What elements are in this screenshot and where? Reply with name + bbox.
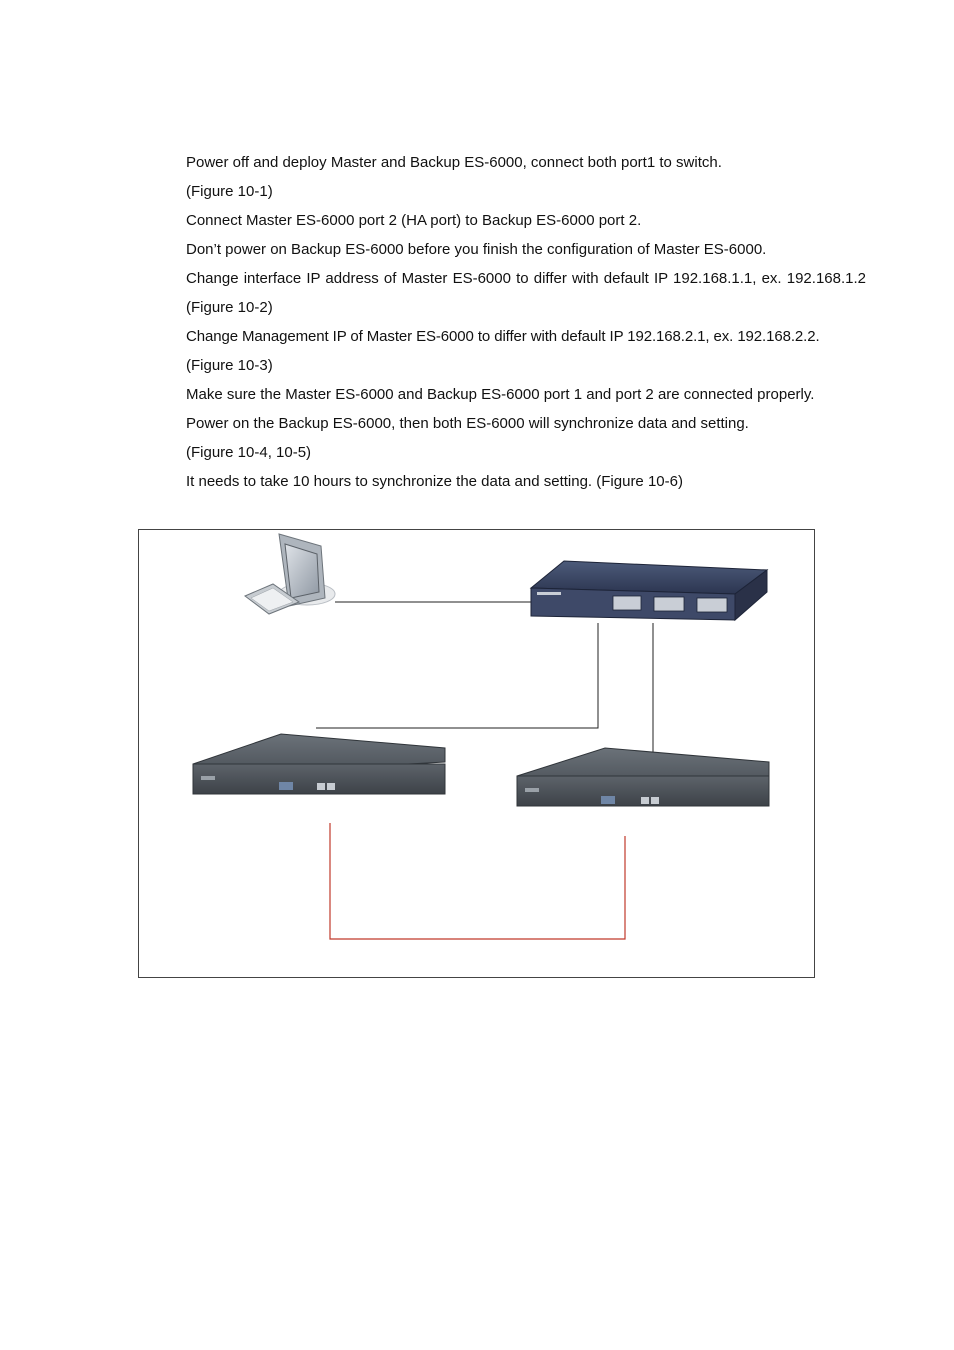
instruction-step: Make sure the Master ES-6000 and Backup ES-6000 port 1 and port 2 are connected properly. <box>186 386 815 403</box>
instruction-step: It needs to take 10 hours to synchronize the data and setting. (Figure 10-6) <box>186 473 683 490</box>
instruction-step: (Figure 10-3) <box>186 357 273 374</box>
instruction-step: Change interface IP address of Master ES-6000 to differ with default IP 192.168.1.1, ex. 192.168.1.2 (Figure 10-2) <box>186 270 866 316</box>
master-es6000-device <box>193 734 445 794</box>
network-diagram <box>138 529 815 978</box>
instruction-step: Connect Master ES-6000 port 2 (HA port) to Backup ES-6000 port 2. <box>186 212 642 229</box>
backup-es6000-device <box>517 748 769 806</box>
instruction-step: Power off and deploy Master and Backup ES-6000, connect both port1 to switch. <box>186 154 722 171</box>
ha-port-link <box>330 823 625 939</box>
master-to-switch-link <box>316 623 598 728</box>
instruction-step: Power on the Backup ES-6000, then both ES-6000 will synchronize data and setting. <box>186 415 749 432</box>
instruction-step: Don’t power on Backup ES-6000 before you finish the configuration of Master ES-6000. <box>186 241 767 258</box>
network-switch <box>531 561 767 620</box>
instruction-step: (Figure 10-4, 10-5) <box>186 444 312 461</box>
diagram-canvas <box>139 530 816 979</box>
pc-icon <box>245 534 335 614</box>
instruction-step: (Figure 10-1) <box>186 183 273 200</box>
instruction-step: Change Management IP of Master ES-6000 to differ with default IP 192.168.2.1, ex. 192.168.2.2. <box>186 328 820 345</box>
instruction-list <box>186 148 866 496</box>
